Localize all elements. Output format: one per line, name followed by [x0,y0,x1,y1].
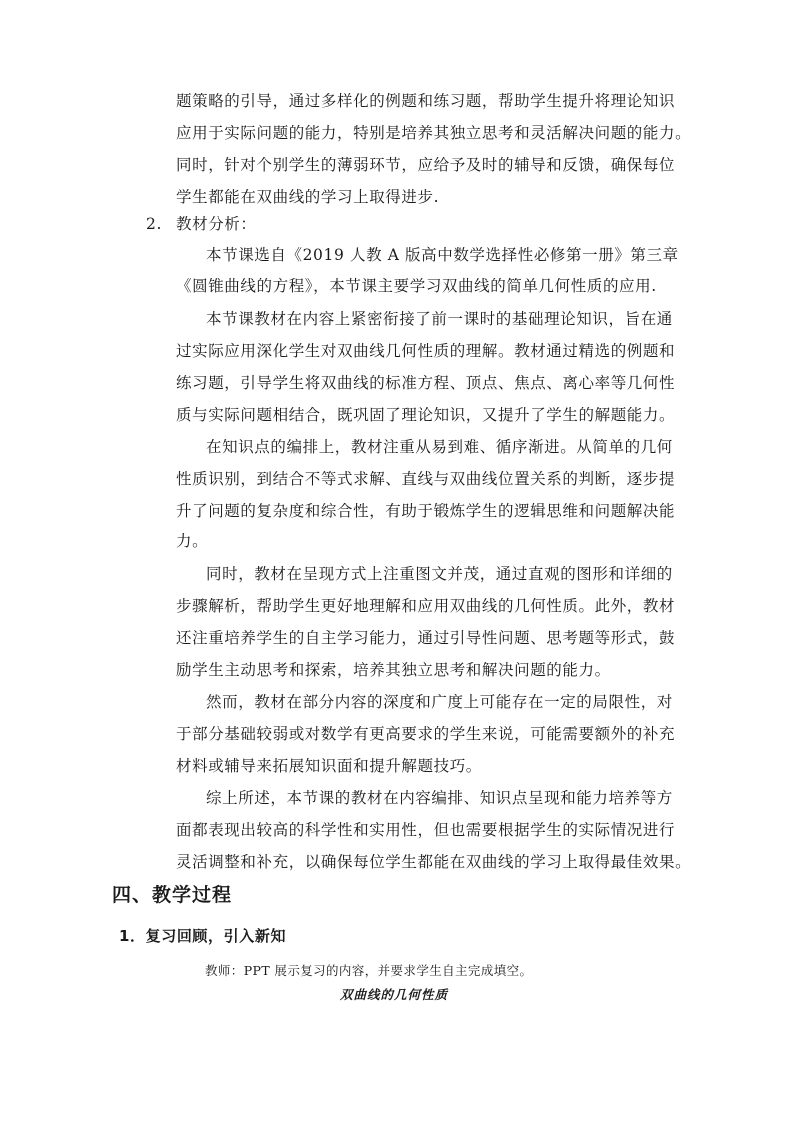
text-line: 练习题，引导学生将双曲线的标准方程、顶点、焦点、离心率等几何性 [176,374,676,392]
text-line: 本节课教材在内容上紧密衔接了前一课时的基础理论知识，旨在通 [206,310,673,328]
subsection-heading: 1．复习回顾，引入新知 [119,927,287,945]
section-label: 教材分析： [176,215,257,233]
text-line: 在知识点的编排上，教材注重从易到难、循序渐进。从简单的几何 [206,438,673,456]
text-line: 同时，教材在呈现方式上注重图文并茂，通过直观的图形和详细的 [206,565,673,583]
text-line: 质与实际问题相结合，既巩固了理论知识，又提升了学生的解题能力。 [176,406,676,424]
text-line: 应用于实际问题的能力，特别是培养其独立思考和灵活解决问题的能力。 [176,124,692,142]
text-line: 面都表现出较高的科学性和实用性，但也需要根据学生的实际情况进行 [176,821,676,839]
text-line: 学生都能在双曲线的学习上取得进步. [176,188,440,206]
text-line: 《圆锥曲线的方程》，本节课主要学习双曲线的简单几何性质的应用. [176,277,657,295]
text-line: 本节课选自《2019 人教 A 版高中数学选择性必修第一册》第三章 [206,246,679,264]
teacher-note: 教师：PPT 展示复习的内容，并要求学生自主完成填空。 [205,963,533,978]
text-line: 性质识别，到结合不等式求解、直线与双曲线位置关系的判断，逐步提 [176,470,676,488]
text-line: 于部分基础较弱或对数学有更高要求的学生来说，可能需要额外的补充 [176,725,676,743]
figure-caption: 双曲线的几何性质 [340,987,449,1002]
text-line: 力。 [176,532,209,550]
list-number: 2. [146,215,162,233]
text-line: 同时，针对个别学生的薄弱环节，应给予及时的辅导和反馈，确保每位 [176,156,676,174]
text-line: 还注重培养学生的自主学习能力，通过引导性问题、思考题等形式，鼓 [176,629,676,647]
text-line: 步骤解析，帮助学生更好地理解和应用双曲线的几何性质。此外，教材 [176,597,676,615]
text-line: 灵活调整和补充，以确保每位学生都能在双曲线的学习上取得最佳效果。 [176,853,692,871]
text-line: 材料或辅导来拓展知识面和提升解题技巧。 [176,757,482,775]
text-line: 过实际应用深化学生对双曲线几何性质的理解。教材通过精选的例题和 [176,342,676,360]
text-line: 然而，教材在部分内容的深度和广度上可能存在一定的局限性，对 [206,693,673,711]
text-line: 励学生主动思考和探索，培养其独立思考和解决问题的能力。 [176,661,611,679]
text-line: 题策略的引导，通过多样化的例题和练习题，帮助学生提升将理论知识 [176,92,676,110]
text-line: 综上所述，本节课的教材在内容编排、知识点呈现和能力培养等方 [206,789,673,807]
text-line: 升了问题的复杂度和综合性，有助于锻炼学生的逻辑思维和问题解决能 [176,502,676,520]
section-heading: 四、教学过程 [112,884,233,906]
